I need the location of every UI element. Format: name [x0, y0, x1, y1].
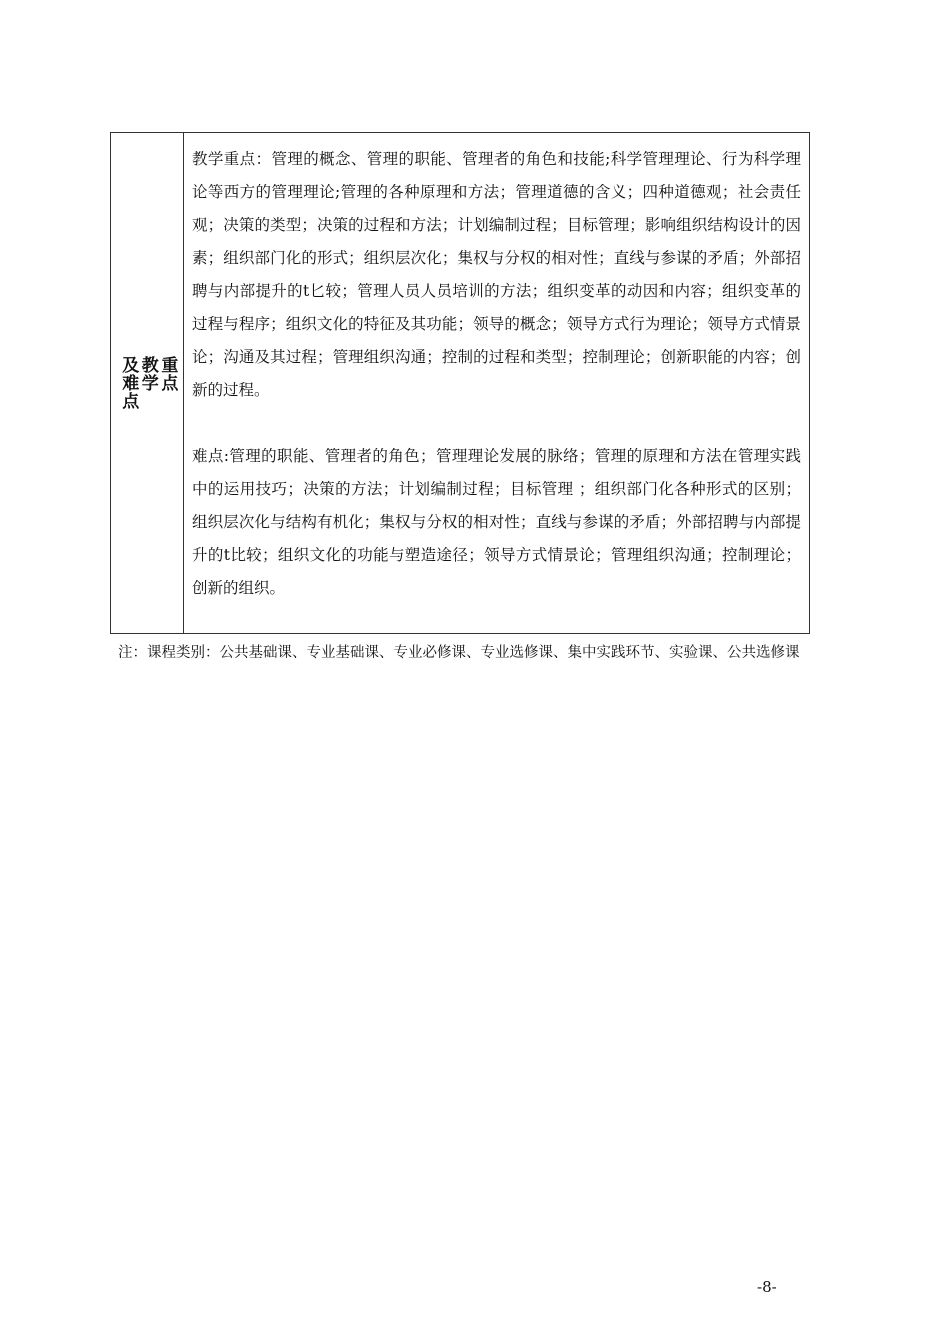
table-label: 重点 教学 及难点 — [118, 356, 178, 410]
key-points-paragraph: 教学重点：管理的概念、管理的职能、管理者的角色和技能;科学管理理论、行为科学理论等西方的管理理论;管理的各种原理和方法；管理道德的含义；四种道德观；社会责任观；决策的类型；决策的过程和方法；计划编制过程；目标管理；影响组织结构设计的因素；组织部门化的形式；组织层次化；集权与分权的相对性；直线与参谋的矛盾；外部招聘与内部提升的t匕较；管理人员人员培训的方法；组织变革的动因和内容；组织变革的过程与程序；组织文化的特征及其功能；领导的概念；领导方式行为理论；领导方式情景论；沟通及其过程；管理组织沟通；控制的过程和类型；控制理论；创新职能的内容；创新的过程。 — [192, 150, 801, 399]
difficulties-paragraph: 难点:管理的职能、管理者的角色；管理理论发展的脉络；管理的原理和方法在管理实践中的运用技巧；决策的方法；计划编制过程；目标管理 ；组织部门化各种形式的区别；组织层次化与结构有机化；集权与分权的相对性；直线与参谋的矛盾；外部招聘与内部提升的t比较；组织文化的功能与塑造途径；领导方式情景论；管理组织沟通；控制理论；创新的组织。 — [192, 447, 801, 597]
table-label-cell — [111, 133, 184, 633]
table-content-cell — [184, 133, 809, 633]
teaching-focus-table — [110, 132, 810, 634]
page-number: -8- — [757, 1278, 777, 1296]
course-category-note: 注：课程类别：公共基础课、专业基础课、专业必修课、专业选修课、集中实践环节、实验课、公共选修课 — [118, 645, 800, 661]
